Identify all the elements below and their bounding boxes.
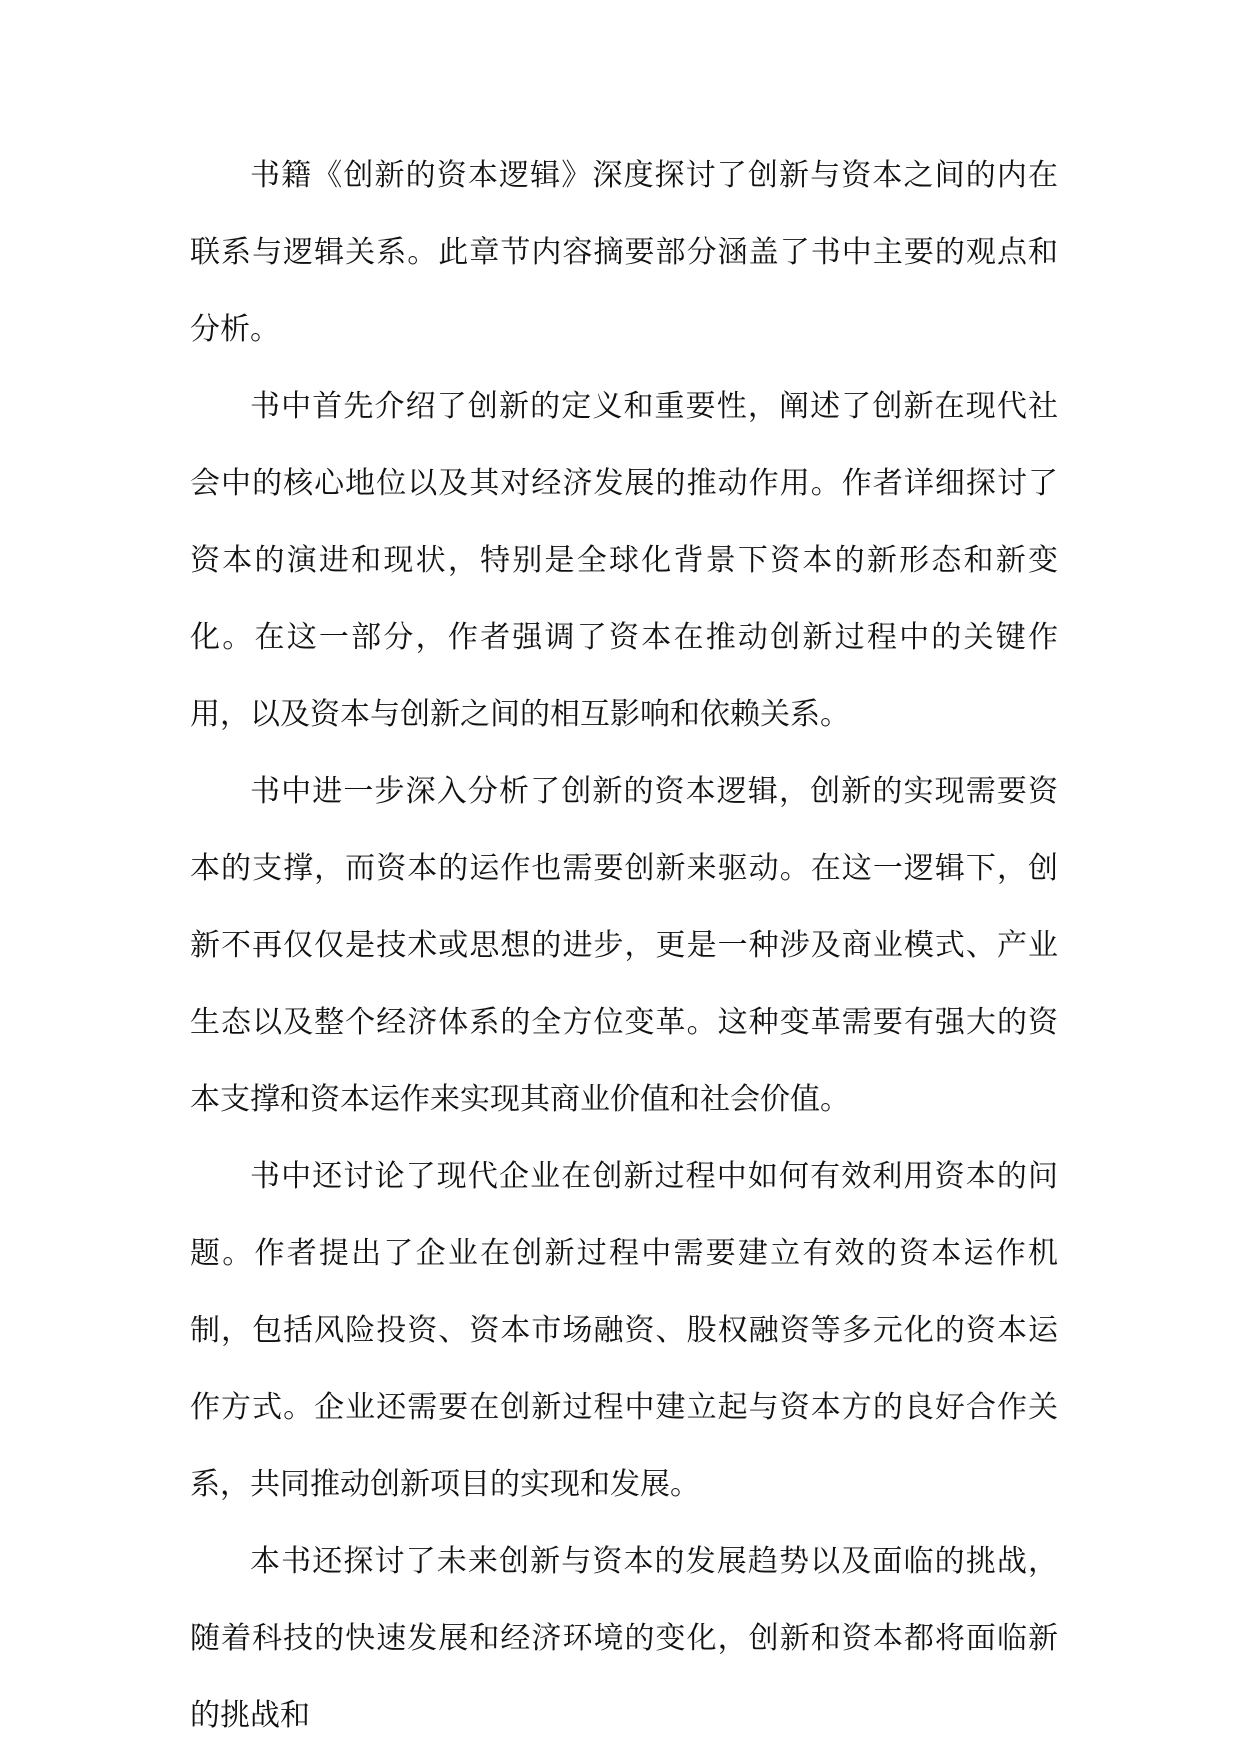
- body-text: [190, 137, 1058, 1754]
- paragraph-4: 书中还讨论了现代企业在创新过程中如何有效利用资本的问题。作者提出了企业在创新过程中需要建立有效的资本运作机制，包括风险投资、资本市场融资、股权融资等多元化的资本运作方式。企业还需要在创新过程中建立起与资本方的良好合作关系，共同推动创新项目的实现和发展。: [190, 1159, 1058, 1502]
- paragraph-1: 书籍《创新的资本逻辑》深度探讨了创新与资本之间的内在联系与逻辑关系。此章节内容摘要部分涵盖了书中主要的观点和分析。: [190, 158, 1058, 347]
- paragraph-3: 书中进一步深入分析了创新的资本逻辑，创新的实现需要资本的支撑，而资本的运作也需要创新来驱动。在这一逻辑下，创新不再仅仅是技术或思想的进步，更是一种涉及商业模式、产业生态以及整个经济体系的全方位变革。这种变革需要有强大的资本支撑和资本运作来实现其商业价值和社会价值。: [190, 774, 1058, 1117]
- paragraph-5: 本书还探讨了未来创新与资本的发展趋势以及面临的挑战，随着科技的快速发展和经济环境的变化，创新和资本都将面临新的挑战和: [190, 1544, 1058, 1733]
- paragraph-2: 书中首先介绍了创新的定义和重要性，阐述了创新在现代社会中的核心地位以及其对经济发展的推动作用。作者详细探讨了资本的演进和现状，特别是全球化背景下资本的新形态和新变化。在这一部分，作者强调了资本在推动创新过程中的关键作用，以及资本与创新之间的相互影响和依赖关系。: [190, 389, 1058, 732]
